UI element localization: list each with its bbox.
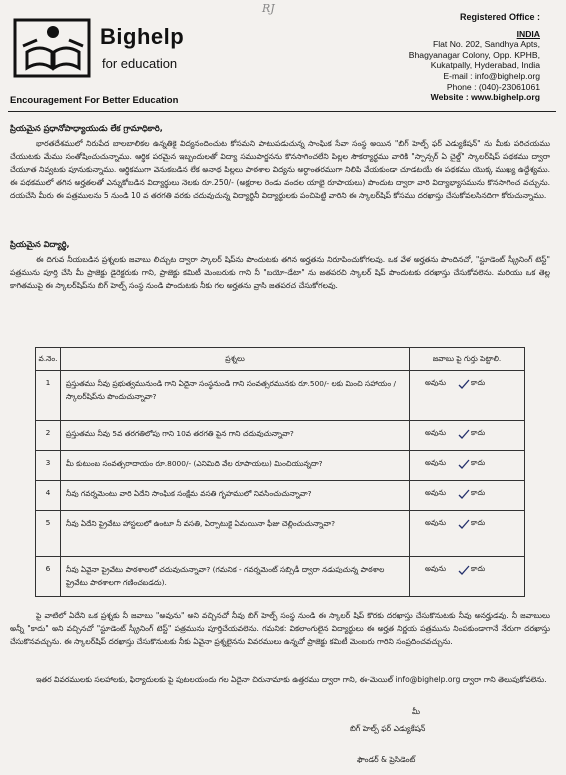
table-row [36,371,525,421]
answer-no-option[interactable] [458,378,485,389]
header-answer: జవాబు పై గుర్తు పెట్టాలి. [410,348,525,371]
book-logo-icon [13,16,93,80]
answer-yes-option[interactable]: అవును [425,518,447,527]
row-number: 6 [36,557,61,597]
handwritten-initials: RJ [262,2,275,15]
row-question: నీవు ఏవైనా ప్రైవేటు పాఠశాలలో చదువుచున్నావా? (గమనిక - గవర్నమెంట్ సబ్సిడీ ద్వారా నడుపుచున్న పాఠశాల ప్రైవేటు పాఠశాలగా గణించబడదు). [61,557,410,597]
brand-name: Bighelp [100,24,185,49]
row-question: ప్రస్తుతము నీవు ప్రభుత్వమునుండి గాని ఏదైనా సంస్థనుండి గాని సంవత్సరమునకు రూ.500/- లకు మించి సహాయం / స్కాలర్‌షిప్‌ను పొందుచున్నావా? [61,371,410,421]
answer-no-option[interactable] [458,428,485,439]
office-line1: Flat No. 202, Sandhya Apts, [432,39,540,50]
answer-no-option[interactable] [458,488,485,499]
salutation-student: ప్రియమైన విద్యార్థి, [10,239,70,249]
office-phone: Phone : (040)-23061061 [446,81,540,92]
header-questions: ప్రశ్నలు [61,348,410,371]
paragraph-intro: భారతదేశములో నిరుపేద బాలబాలికల ఉన్నతికై విద్యనందించుట కోసమని పాటుపడుచున్న సాంఘిక సేవా సంస్థ అయిన "బిగ్ హెల్ప్ ఫర్ ఎడ్యుకేషన్" ను మీకు పరిచయము చేయుటకు మేము సంతోషించుచున్నాము. ఆర్థిక పరమైన ఇబ్బందులతో విద్యా సముపార్జనను కొనసాగించలేని పిల్లల సౌకర్యార్థము వారికి "స్పాన్సర్ ఏ చైల్డ్" స్కాలర్‌షిప్ పథకము ద్వారా చేయూత నివ్వటకు పూనుకున్నాము. ఆర్థికముగా వెనుకబడిన లేక అనాథ పిల్లలు పాఠశాల విద్యను అర్ధాంతరముగా నిలిపి వేయకుండా చూడటయే ఈ పథకము యొక్క ముఖ్య ఉద్దేశ్యము. ఈ పథకములో తగిన అర్హతలతో ఎన్నుకోబడిన విద్యార్థులు నెలకు రూ.250/- (అక్షరాల రెండు వందల యాభై రూపాయలు) పొందుట ద్వారా వారి విద్యాభ్యాసమును కొనసాగించ వచ్చును. దయచేసి మీరు ఈ పత్రములను 5 నుండి 10 వ తరగతి వరకు చదువుచున్న విద్యార్థినీ విద్యార్థులకు పంచిపెట్టి వారిని ఈ స్కాలర్‌షిప్ కోసము దరఖాస్తు చేసుకోవలసినదిగా కోరుచున్నాము. [10,139,550,200]
table-row [36,481,525,511]
handwritten-tick-icon [458,565,470,575]
office-line2: Bhagyanagar Colony, Opp. KPHB, [408,49,540,60]
answer-yes-option[interactable]: అవును [425,458,447,467]
answer-no-option[interactable] [458,518,485,529]
signoff-title: ఫౌండర్ & ప్రెసిడెంట్ [357,755,416,764]
row-number: 1 [36,371,61,421]
paragraph-instructions: ఈ దిగువ నీయబడిన ప్రశ్నలకు జవాబు లిచ్చుట ద్వారా స్కాలర్ షిప్‌ను పొందుటకు తగిన అర్హతను నిరూపించుకోగలవు. ఒక వేళ అర్హతను పొందినచో, "స్టూడెంట్ స్క్రీనింగ్ టెస్ట్" పత్రమును పూర్తి చేసి మీ ప్రాజెక్టు డైరెక్టరుకు గాని, ప్రాజెక్టు కమిటీ మెంబరుకు గాని నీ "బయో-డేటా" ను జతపరచి స్కాలర్ షిప్ పొందుటకు దరఖాస్తు చేసుకోవలెను. మరియు ఒక తెల్ల కాగితముపై ఈ స్కాలర్‌షిప్‌ను బిగ్ హెల్ప్ సంస్థ నుండి పొందుటకు నీకు గల అర్హతను వ్రాసి జతపరచ చేసుకోగలవు. [10,255,550,290]
header-serial-no: వ.నెం. [36,348,61,371]
office-line3: Kukatpally, Hyderabad, India [430,60,540,71]
row-answer-options [410,481,525,511]
table-row [36,511,525,557]
table-header-row [36,348,525,371]
office-country: INDIA [516,28,540,39]
salutation-headmaster: ప్రియమైన ప్రధానోపాధ్యాయుడు లేక గ్రామాధికారి, [10,123,163,133]
office-email: E-mail : info@bighelp.org [443,70,540,81]
header-divider [8,111,556,112]
handwritten-tick-icon [458,429,470,439]
row-number: 4 [36,481,61,511]
answer-yes-option[interactable]: అవును [425,564,447,573]
brand-subtitle: for education [102,56,178,71]
row-number: 3 [36,451,61,481]
row-number: 2 [36,421,61,451]
signoff-yours: మీ [412,707,421,716]
office-title: Registered Office : [459,12,540,22]
office-website: Website : www.bighelp.org [430,92,540,103]
row-question: నీవు ఏదేని ప్రైవేటు హాస్టలులో ఉంటూ నీ వసతి, ఏర్పాటుకై ఏమయినా ఫీజు చెల్లించుచున్నావా? [61,511,410,557]
answer-yes-option[interactable]: అవును [425,428,447,437]
signoff-org: బిగ్ హెల్ప్ ఫర్ ఎడ్యుకేషన్ [350,724,426,733]
row-question: మీ కుటుంబ సంవత్సరాదాయం రూ.8000/- (ఎనిమిది వేల రూపాయలు) మించియున్నదా? [61,451,410,481]
handwritten-tick-icon [458,519,470,529]
row-answer-options [410,557,525,597]
row-answer-options [410,451,525,481]
registered-office-address [320,12,540,103]
table-row [36,421,525,451]
answer-no-label: కాదు [471,458,486,467]
answer-no-option[interactable] [458,564,485,575]
handwritten-tick-icon [458,459,470,469]
paragraph-eligibility-note: పై వాటిలో ఏదేని ఒక ప్రశ్నకు నీ జవాబు "అవును" అని వచ్చినచో నీవు బిగ్ హెల్ప్ సంస్థ నుండి ఈ స్కాలర్ షిప్ కొరకు దరఖాస్తు చేసుకొనుటకు నీవు అనర్హుడవు. నీ జవాబులు అన్నీ "కాదు" అని వచ్చినచో "స్టూడెంట్ స్క్రీనింగ్ టెస్ట్" పత్రమును పూర్తిచేయవలెను. గమనిక: వికలాంగులైన విద్యార్థులు ఈ అర్హత నిర్ణయ పత్రమును నింపకుండాగానే నేరుగా దరఖాస్తు చేసుకొనవచ్చును. ఈ స్కాలర్‌షిప్ దరఖాస్తు చేసుకొనుటకు నీకు ఏవైనా ప్రశ్నలైనను వివరములు ఉన్నచో ప్రాజెక్టు కమిటీ మెంబరు గారిని సంప్రదించవచ్చును. [10,611,550,646]
table-row [36,451,525,481]
row-question: నీవు గవర్నమెంటు వారి ఏదేని సాంఘిక సంక్షేమ వసతి గృహములో నివసించుచున్నావా? [61,481,410,511]
row-question: ప్రస్తుతము నీవు 5వ తరగతిలోపు గాని 10వ తరగతి పైన గాని చదువుచున్నావా? [61,421,410,451]
answer-no-option[interactable] [458,458,485,469]
table-row [36,557,525,597]
answer-no-label: కాదు [471,518,486,527]
eligibility-questions-table [35,347,525,597]
answer-no-label: కాదు [471,378,486,387]
paragraph-contact: ఇతర వివరములకు సలహాలకు, ఫిర్యాదులకు పై పుటలయందు గల ఏదైనా చిరునామాకు ఉత్తరము ద్వారా గాని, ఈ-మెయిల్ info@bighelp.org ద్వారా గాని తెలుపుకోవలెను. [36,675,547,684]
row-number: 5 [36,511,61,557]
answer-no-label: కాదు [471,428,486,437]
handwritten-tick-icon [458,489,470,499]
row-answer-options [410,421,525,451]
tagline: Encouragement For Better Education [10,95,179,106]
answer-yes-option[interactable]: అవును [425,488,447,497]
answer-no-label: కాదు [471,488,486,497]
row-answer-options [410,511,525,557]
handwritten-tick-icon [458,379,470,389]
answer-no-label: కాదు [471,564,486,573]
answer-yes-option[interactable]: అవును [425,378,447,387]
row-answer-options [410,371,525,421]
